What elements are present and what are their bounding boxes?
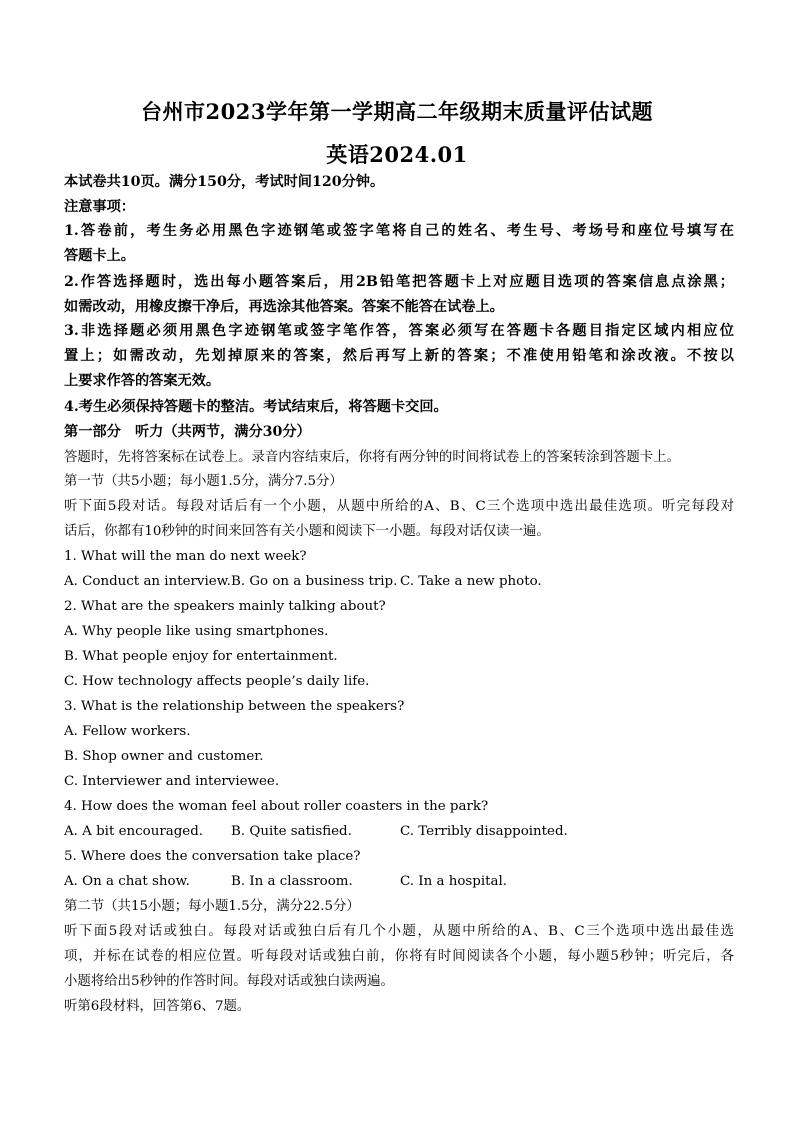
- notice-heading: 注意事项：: [64, 199, 135, 215]
- notice-item-1-line-2: 答题卡上。: [64, 248, 135, 264]
- notice-item-4: 4.考生必须保持答题卡的整洁。考试结束后，将答题卡交回。: [64, 399, 448, 415]
- question-stem: 2. What are the speakers mainly talking about?: [64, 599, 386, 614]
- option-a: A. Conduct an interview.: [64, 574, 231, 589]
- option-c: C. How technology affects people’s daily life.: [64, 674, 370, 689]
- notice-item-3-line-3: 上要求作答的答案无效。: [64, 373, 221, 389]
- notice-item-1-line-1: 1.答卷前，考生务必用黑色字迹钢笔或签字笔将自己的姓名、考生号、考场号和座位号填写在: [64, 223, 734, 239]
- section2-desc-line-3: 小题将给出5秒钟的作答时间。每段对话或独白读两遍。: [64, 974, 394, 989]
- option-a: A. On a chat show.: [64, 874, 190, 889]
- part1-note: 答题时，先将答案标在试卷上。录音内容结束后，你将有两分钟的时间将试卷上的答案转涂到答题卡上。: [64, 450, 680, 465]
- section1-desc-line-1: 听下面5段对话。每段对话后有一个小题，从题中所给的A、B、C三个选项中选出最佳选项。听完每段对: [64, 499, 734, 514]
- notice-item-2-line-2: 如需改动，用橡皮擦干净后，再选涂其他答案。答案不能答在试卷上。: [64, 299, 504, 315]
- material-6-instruction: 听第6段材料，回答第6、7题。: [64, 999, 251, 1014]
- section2-desc-line-1: 听下面5段对话或独白。每段对话或独白后有几个小题，从题中所给的A、B、C三个选项中选出最佳选: [64, 924, 734, 939]
- question-stem: 4. How does the woman feel about roller coasters in the park?: [64, 799, 489, 814]
- option-c: C. Take a new photo.: [400, 574, 542, 589]
- option-c: C. Terribly disappointed.: [400, 824, 568, 839]
- option-b: B. Shop owner and customer.: [64, 749, 264, 764]
- option-a: A. Why people like using smartphones.: [64, 624, 329, 639]
- option-a: A. A bit encouraged.: [64, 824, 204, 839]
- exam-intro: 本试卷共10页。满分150分，考试时间120分钟。: [64, 174, 385, 190]
- option-b: B. Go on a business trip.: [231, 574, 398, 589]
- option-b: B. What people enjoy for entertainment.: [64, 649, 338, 664]
- notice-item-3-line-2: 置上；如需改动，先划掉原来的答案，然后再写上新的答案；不准使用铅笔和涂改液。不按以: [64, 348, 734, 364]
- section2-desc-line-2: 项，并标在试卷的相应位置。听每段对话或独白前，你将有时间阅读各个小题，每小题5秒钟；听完后，各: [64, 949, 734, 964]
- section1-heading: 第一节（共5小题；每小题1.5分，满分7.5分）: [64, 474, 343, 489]
- part1-heading: 第一部分 听力（共两节，满分30分）: [64, 424, 311, 440]
- section2-heading: 第二节（共15小题；每小题1.5分，满分22.5分）: [64, 899, 360, 914]
- exam-subtitle: 英语2024.01: [326, 142, 468, 167]
- question-stem: 1. What will the man do next week?: [64, 549, 307, 564]
- option-a: A. Fellow workers.: [64, 724, 191, 739]
- notice-item-2-line-1: 2.作答选择题时，选出每小题答案后，用2B铅笔把答题卡上对应题目选项的答案信息点涂黑；: [64, 274, 734, 290]
- option-b: B. Quite satisfied.: [231, 824, 352, 839]
- question-stem: 3. What is the relationship between the speakers?: [64, 699, 405, 714]
- option-c: C. In a hospital.: [400, 874, 508, 889]
- section1-desc-line-2: 话后，你都有10秒钟的时间来回答有关小题和阅读下一小题。每段对话仅读一遍。: [64, 524, 550, 539]
- option-c: C. Interviewer and interviewee.: [64, 774, 280, 789]
- notice-item-3-line-1: 3.非选择题必须用黑色字迹钢笔或签字笔作答，答案必须写在答题卡各题目指定区域内相应位: [64, 323, 734, 339]
- option-b: B. In a classroom.: [231, 874, 353, 889]
- question-stem: 5. Where does the conversation take place?: [64, 849, 361, 864]
- exam-title: 台州市2023学年第一学期高二年级期末质量评估试题: [141, 99, 653, 124]
